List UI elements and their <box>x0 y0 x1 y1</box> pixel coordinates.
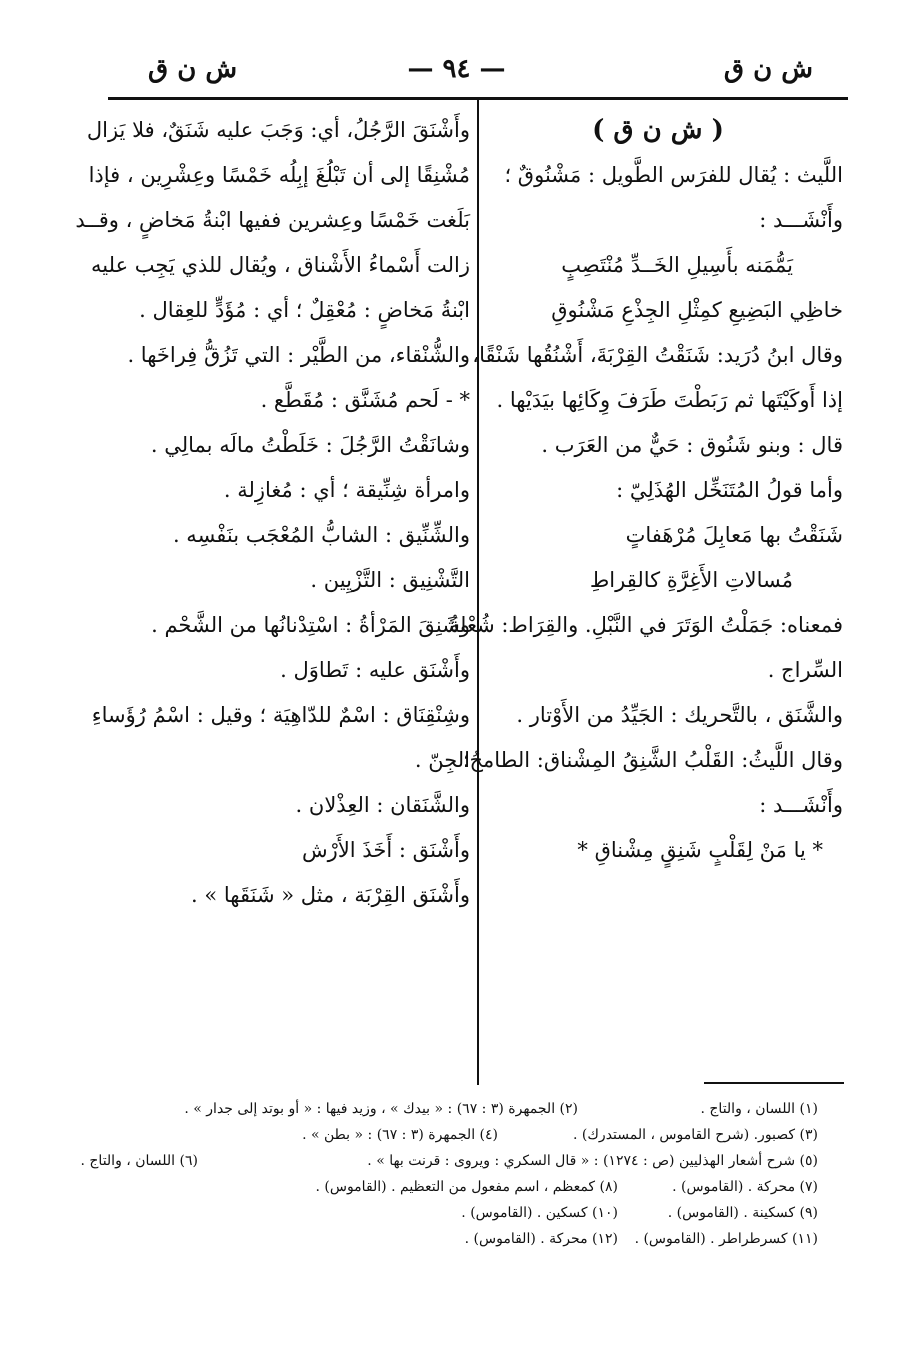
footnote-row <box>80 1174 818 1200</box>
right-column <box>448 108 843 873</box>
entry-heading: ( ش ن ق ) <box>592 115 724 145</box>
verse-line: مُسالاتِ الأَغِرَّةِ كالقِراطِ <box>589 568 793 592</box>
footnote: (٧) محركة . (القاموس) . <box>672 1179 818 1195</box>
footnotes <box>80 1096 818 1252</box>
footnote: (٩) كسكينة . (القاموس) . <box>667 1205 818 1221</box>
footnote: (٤) الجمهرة (٣ : ٦٧) : « بطن » . <box>302 1127 498 1143</box>
footnote-row <box>80 1148 818 1174</box>
text-line: وشَنِقَ المَرْأةُ : اسْتِدْنانُها من الشَّحْم . <box>151 613 470 637</box>
header-root-right: ش ن ق <box>723 54 813 84</box>
text-line: زالت أَسْماءُ الأَشْناق ، ويُقال للذي يَجِب عليه <box>91 253 470 277</box>
text-line: السِّراج . <box>767 658 843 682</box>
text-line: وأَشْنَق القِرْبَة ، مثل « شَنَقَها » . <box>191 883 470 907</box>
text-line: والشَّنَق ، بالتَّحريك : الجَيِّدُ من الأَوْتار . <box>516 703 843 727</box>
left-column <box>75 108 470 918</box>
verse-line: شَنَقْتُ بها مَعابِلَ مُرْهَفاتٍ <box>625 523 843 547</box>
text-line: وقال اللَّيثُ: القَلْبُ الشَّنِقُ المِشْناق: الطامحُ؛ <box>462 748 843 772</box>
text-line: وقال ابنُ دُرَيد: شَنَقْتُ القِرْبَةَ، أَشْنُقُها شَنْقًا، <box>472 343 843 367</box>
footnote: (٥) شرح أشعار الهذليين (ص : ١٢٧٤) : « قال السكري : ويروى : قرنت بها » . <box>367 1153 818 1169</box>
text-line: قال : وبنو شَنُوق : حَيٌّ من العَرَب . <box>541 433 843 457</box>
text-line: وشِنْقِنَاق : اسْمٌ للدّاهِيَة ؛ وقيل : اسْمُ رُؤَساءِ <box>91 703 470 727</box>
footnote: (١٠) كسكين . (القاموس) . <box>461 1205 618 1221</box>
text-line: بَلَغت خَمْسًا وعِشرين ففيها ابْنةُ مَخاضٍ ، وقــد <box>75 208 470 232</box>
footnote: (١٢) محركة . (القاموس) . <box>464 1231 618 1247</box>
text-line: فمعناه: جَمَلْتُ الوَتَرَ في النَّبْلِ. والقِرَاط: شُعْلةُ <box>448 613 843 637</box>
footnote-row <box>80 1200 818 1226</box>
verse-line: يَمُّمَنه بأَسِيلِ الخَــدِّ مُنْتَصِبٍ <box>561 253 793 277</box>
verse-line: خاظِي البَضِيعِ كمِثْلِ الجِذْعِ مَشْنُوقِ <box>551 298 843 322</box>
footnote-row <box>80 1122 818 1148</box>
text-line: وأَشْنَقَ الرَّجُلُ، أي: وَجَبَ عليه شَنَقٌ، فلا يَزال <box>86 118 470 142</box>
text-line: اللَّيث : يُقال للفرَس الطَّويل : مَشْنُوقٌ ؛ <box>504 163 843 187</box>
footnote: (٣) كصبور. (شرح القاموس ، المستدرك) . <box>573 1127 818 1143</box>
text-line: والشَّنَقان : العِذْلان . <box>295 793 470 817</box>
text-line: وامرأة شِنِّيقة ؛ أي : مُغازِلة . <box>223 478 470 502</box>
footnote: (٨) كمعظم ، اسم مفعول من التعظيم . (القاموس) . <box>315 1179 618 1195</box>
footnote-rule <box>704 1082 844 1084</box>
text-line: وأما قولُ المُتَنَخِّل الهُذَلِيّ : <box>616 478 843 502</box>
text-line: وأَنْشَـــد : <box>759 793 843 817</box>
text-line: والشُّنْقاء، من الطَّيْر : التي تَزُقُّ فِراخَها . <box>127 343 470 367</box>
text-line: وأَشْنَق عليه : تَطاوَل . <box>280 658 470 682</box>
text-line: مُشْنِقًا إلى أن تَبْلُغَ إبِلُه خَمْسًا وعِشْرِين ، فإذا <box>88 163 470 187</box>
footnote: (٦) اللسان ، والتاج . <box>80 1153 198 1169</box>
footnote: (٢) الجمهرة (٣ : ٦٧) : « بيدك » ، وزيد فيها : « أو بوتد إلى جدار » . <box>184 1101 578 1117</box>
footnote-row <box>80 1226 818 1252</box>
text-line: التَّشْنِيق : التَّزْيِين . <box>310 568 470 592</box>
header-root-left: ش ن ق <box>148 54 238 84</box>
footnote-row <box>80 1096 818 1122</box>
footnote: (١١) كسرطراطر . (القاموس) . <box>634 1231 818 1247</box>
text-line: وأَنْشَـــد : <box>759 208 843 232</box>
text-line: ابْنةُ مَخاضٍ : مُعْقِلٌ ؛ أي : مُؤَدٍّ للعِقال . <box>139 298 470 322</box>
verse-line: * يا مَنْ لِقَلْبٍ شَنِقٍ مِشْناقِ * <box>577 838 823 862</box>
text-line: الجِنّ . <box>414 748 470 772</box>
text-line: والشِّنِّيق : الشابُّ المُعْجَب بنَفْسِه . <box>172 523 470 547</box>
text-line: وشانَقْتُ الرَّجُلَ : خَلَطْتُ مالَه بمالِي . <box>150 433 470 457</box>
text-line: * - لَحم مُشَنَّق : مُقَطَّع . <box>260 388 470 412</box>
text-line: إذا أَوكَيْتَها ثم رَبَطْتَ طَرَفَ وِكَائِها بيَدَيْها . <box>496 388 843 412</box>
text-line: وأَشْنَق : أَخَذَ الأَرْش <box>302 838 470 862</box>
footnote: (١) اللسان ، والتاج . <box>700 1101 818 1117</box>
page-number: — ٩٤ — <box>407 54 506 84</box>
